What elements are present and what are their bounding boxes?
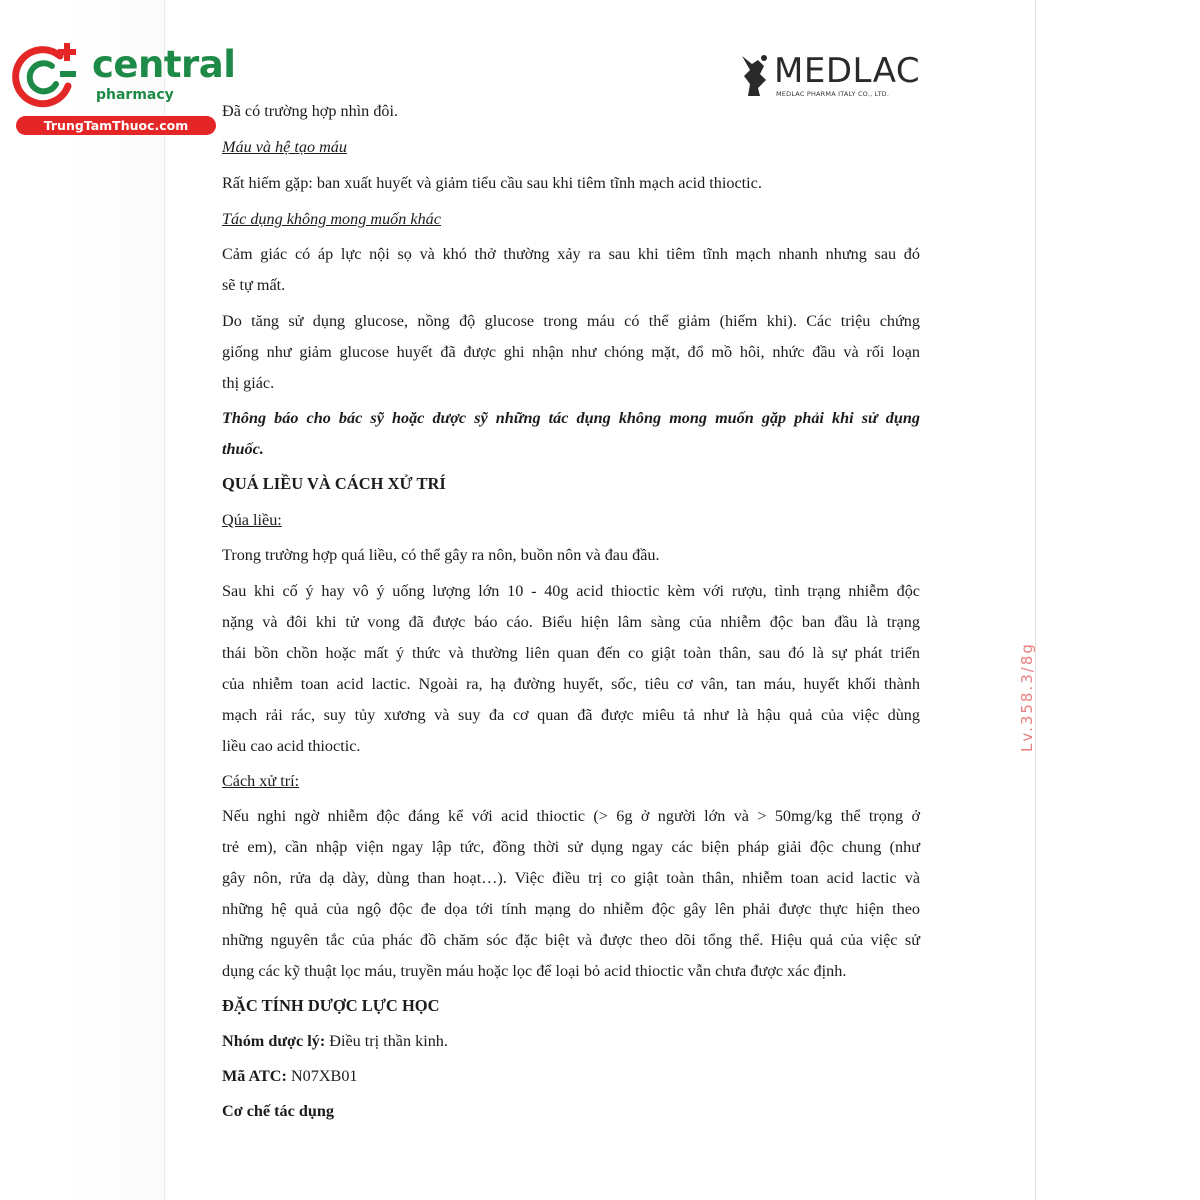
paragraph-overdose-2-line-6: liều cao acid thioctic. <box>222 737 361 755</box>
red-stamp-mark: Lv.358.3/8g <box>1018 642 1036 752</box>
medlac-figure-icon <box>738 52 774 98</box>
website-badge: TrungTamThuoc.com <box>16 116 216 135</box>
paragraph-other-line-2: sẽ tự mất. <box>222 276 286 294</box>
medlac-company-name: MEDLAC PHARMA ITALY CO., LTD. <box>776 90 890 98</box>
paragraph-overdose-2-line-3: thái bồn chồn hoặc mất ý thức và thường liên quan đến co giật toàn thân, sau đó là sự phát triển <box>222 644 920 662</box>
heading-pharmacodynamics: ĐẶC TÍNH DƯỢC LỰC HỌC <box>222 996 440 1015</box>
paragraph-other-line-1: Cảm giác có áp lực nội sọ và khó thở thường xảy ra sau khi tiêm tĩnh mạch nhanh nhưng sau đó <box>222 245 920 263</box>
paragraph-treatment-line-1: Nếu nghi ngờ nhiễm độc đáng kể với acid thioctic (> 6g ở người lớn và > 50mg/kg thể trọng ở <box>222 807 920 825</box>
central-wordmark: central <box>92 43 236 86</box>
paragraph-glucose-line-1: Do tăng sử dụng glucose, nồng độ glucose trong máu có thể giảm (hiếm khi). Các triệu chứng <box>222 312 920 330</box>
paragraph-treatment-line-5: những nguyên tắc của phác đồ chăm sóc đặc biệt và được theo dõi tổng thể. Hiệu quả của việc sử <box>222 931 920 949</box>
paragraph-blood: Rất hiếm gặp: ban xuất huyết và giảm tiểu cầu sau khi tiêm tĩnh mạch acid thioctic. <box>222 174 762 192</box>
page-margin-left <box>0 0 165 1200</box>
atc-code <box>222 1066 920 1086</box>
subheading-other-effects: Tác dụng không mong muốn khác <box>222 210 441 228</box>
page-edge-left <box>164 0 165 1200</box>
subheading-blood: Máu và hệ tạo máu <box>222 138 347 156</box>
pharmacy-wordmark: pharmacy <box>96 87 174 103</box>
paragraph-overdose-2-line-1: Sau khi cố ý hay vô ý uống lượng lớn 10 - 40g acid thioctic kèm với rượu, tình trạng nhiễm độc <box>222 582 920 600</box>
subheading-overdose: Qúa liều: <box>222 511 282 529</box>
heading-overdose: QUÁ LIỀU VÀ CÁCH XỬ TRÍ <box>222 474 446 493</box>
paragraph-overdose-2-line-5: mạch rải rác, suy tủy xương và suy đa cơ quan đã được miêu tả như là hậu quả của việc dùng <box>222 706 920 724</box>
heading-mechanism: Cơ chế tác dụng <box>222 1102 334 1120</box>
paragraph-overdose-1: Trong trường hợp quá liều, có thể gây ra nôn, buồn nôn và đau đầu. <box>222 546 660 564</box>
notice-line-1: Thông báo cho bác sỹ hoặc dược sỹ những tác dụng không mong muốn gặp phải khi sử dụng <box>222 409 920 427</box>
paragraph-treatment-line-6: dụng các kỹ thuật lọc máu, truyền máu hoặc lọc để loại bỏ acid thioctic vẫn chưa được xác định. <box>222 962 847 980</box>
paragraph-overdose-2-line-2: nặng và đôi khi tử vong đã được báo cáo. Biểu hiện lâm sàng của nhiễm độc ban đầu là trạng <box>222 613 920 631</box>
paragraph-glucose-line-2: giống như giảm glucose huyết đã được ghi nhận như chóng mặt, đổ mồ hôi, nhức đầu và rối loạn <box>222 343 920 361</box>
paragraph-treatment-line-2: trẻ em), cần nhập viện ngay lập tức, đồng thời sử dụng ngay các biện pháp giải độc chung (như <box>222 838 920 856</box>
subheading-treatment: Cách xử trí: <box>222 772 300 790</box>
paragraph-treatment-line-3: gây nôn, rửa dạ dày, dùng than hoạt…). Việc điều trị co giật toàn thân, nhiễm toan acid lactic và <box>222 869 920 887</box>
central-pharmacy-mark-icon <box>8 38 84 114</box>
paragraph-overdose-2-line-4: của nhiễm toan acid lactic. Ngoài ra, hạ đường huyết, sốc, tiêu cơ vân, tan máu, huyết khối thành <box>222 675 920 693</box>
paragraph-diplopia: Đã có trường hợp nhìn đôi. <box>222 102 399 120</box>
medlac-logo <box>738 52 928 100</box>
paragraph-treatment-line-4: những hệ quả của ngộ độc đe dọa tới tính mạng do nhiễm độc gây lên phải được thực hiện theo <box>222 900 920 918</box>
paragraph-glucose-line-3: thị giác. <box>222 374 275 392</box>
atc-code-value: N07XB01 <box>286 1067 358 1085</box>
pharmacologic-group-label: Nhóm dược lý: <box>222 1032 326 1050</box>
atc-code-label: Mã ATC: <box>222 1067 287 1085</box>
medlac-wordmark: MEDLAC <box>774 51 921 91</box>
central-pharmacy-logo <box>8 38 236 138</box>
pharmacologic-group <box>222 1031 920 1051</box>
pharmacologic-group-value: Điều trị thần kinh. <box>325 1032 448 1050</box>
notice-line-2: thuốc. <box>222 440 264 458</box>
